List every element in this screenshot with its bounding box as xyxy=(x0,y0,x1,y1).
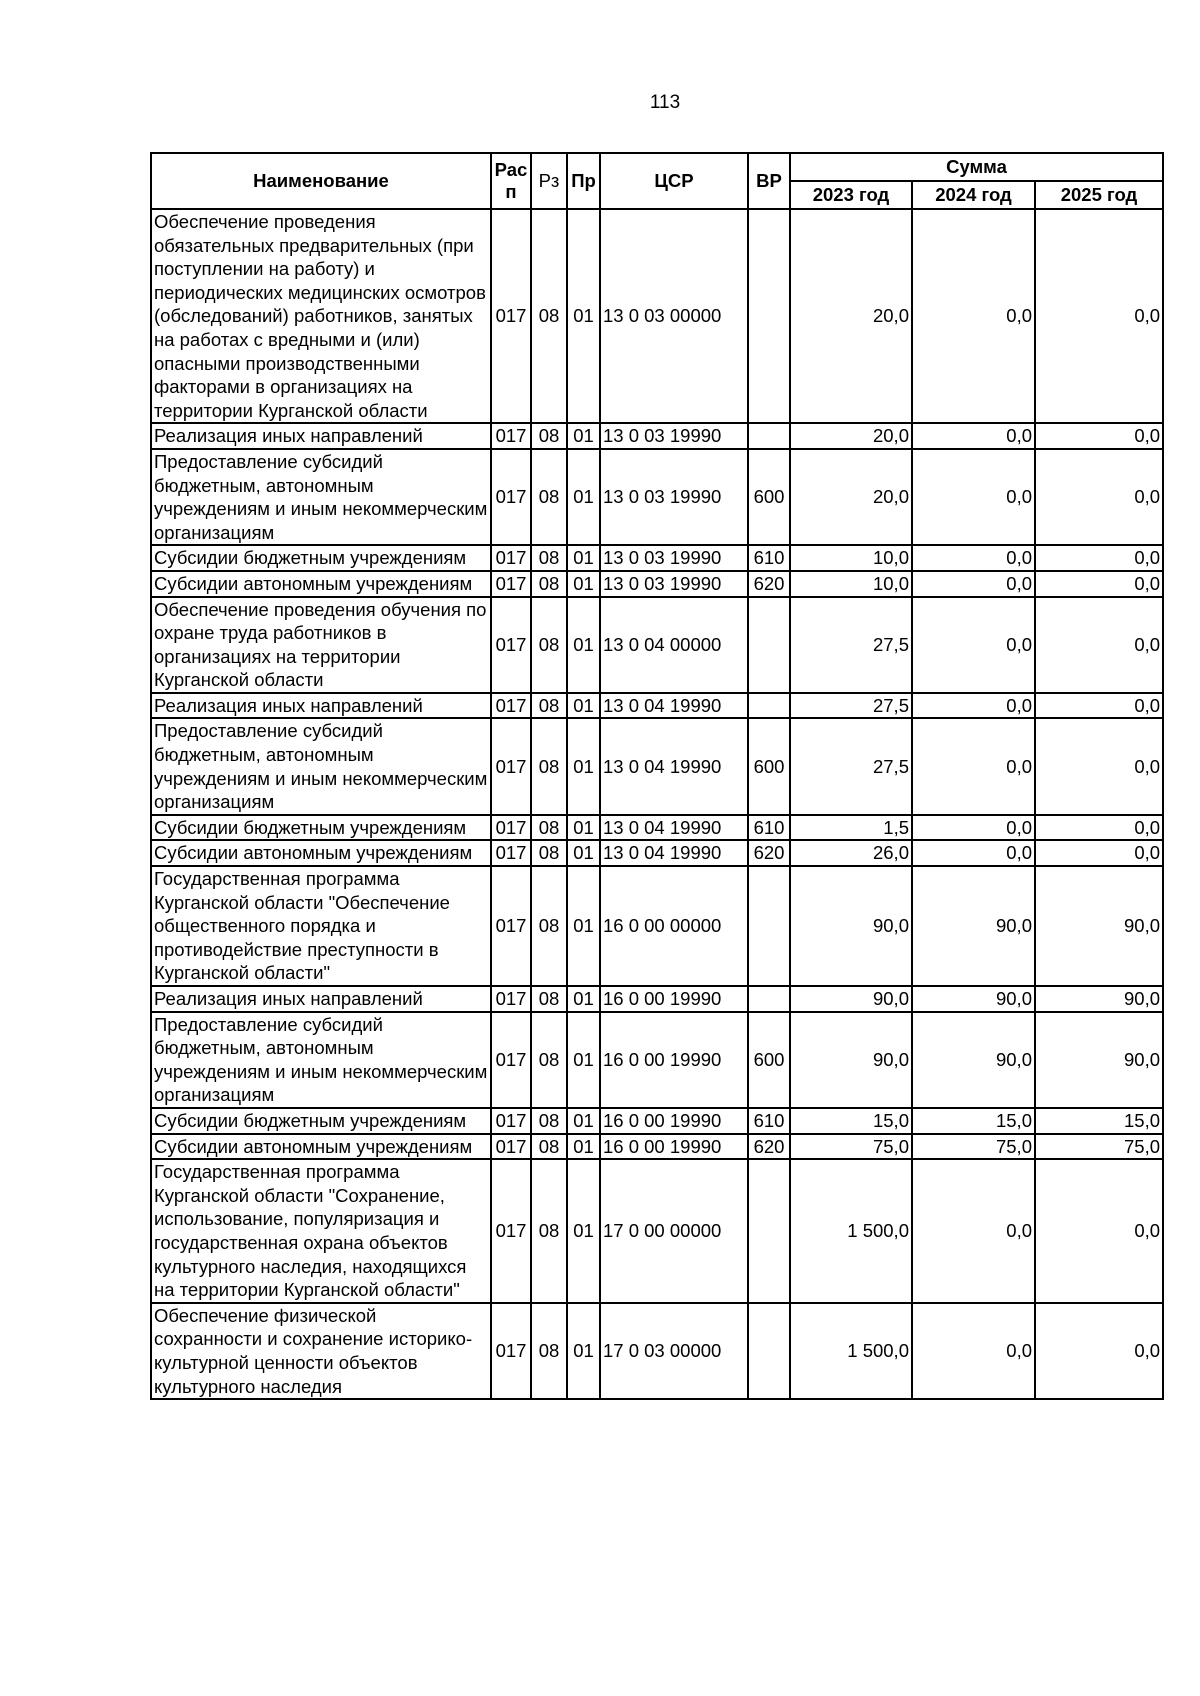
header-sum: Сумма xyxy=(790,153,1163,181)
table-row xyxy=(151,597,1163,693)
cell-2025: 75,0 xyxy=(1035,1134,1163,1160)
table-row xyxy=(151,1108,1163,1134)
cell-name: Предоставление субсидий бюджетным, автономным учреждениям и иным некоммерческим организациям xyxy=(151,449,491,545)
cell-name: Государственная программа Курганской области "Сохранение, использование, популяризация и государственная охрана объектов культурного наследия, находящихся на территории Курганской области" xyxy=(151,1159,491,1303)
cell-pr: 01 xyxy=(567,815,600,841)
cell-2024: 0,0 xyxy=(912,1303,1035,1399)
cell-2023: 27,5 xyxy=(790,597,912,693)
cell-name: Субсидии автономным учреждениям xyxy=(151,840,491,866)
cell-vr xyxy=(748,597,790,693)
cell-csr: 13 0 04 00000 xyxy=(600,597,748,693)
cell-2024: 90,0 xyxy=(912,866,1035,986)
cell-vr xyxy=(748,423,790,449)
cell-name: Субсидии бюджетным учреждениям xyxy=(151,815,491,841)
cell-2025: 0,0 xyxy=(1035,1159,1163,1303)
header-2023: 2023 год xyxy=(790,181,912,209)
cell-csr: 13 0 04 19990 xyxy=(600,693,748,719)
cell-pr: 01 xyxy=(567,209,600,423)
cell-rasp: 017 xyxy=(491,1134,531,1160)
table-row xyxy=(151,423,1163,449)
budget-table xyxy=(150,152,1164,1400)
cell-pr: 01 xyxy=(567,597,600,693)
cell-pr: 01 xyxy=(567,866,600,986)
cell-vr: 600 xyxy=(748,1012,790,1108)
cell-csr: 17 0 00 00000 xyxy=(600,1159,748,1303)
cell-2023: 75,0 xyxy=(790,1134,912,1160)
cell-2024: 0,0 xyxy=(912,449,1035,545)
cell-vr: 610 xyxy=(748,545,790,571)
cell-rasp: 017 xyxy=(491,209,531,423)
cell-csr: 16 0 00 19990 xyxy=(600,986,748,1012)
cell-rz: 08 xyxy=(531,209,567,423)
cell-2025: 0,0 xyxy=(1035,718,1163,814)
cell-rasp: 017 xyxy=(491,718,531,814)
cell-name: Реализация иных направлений xyxy=(151,693,491,719)
cell-rasp: 017 xyxy=(491,986,531,1012)
cell-rz: 08 xyxy=(531,986,567,1012)
cell-rasp: 017 xyxy=(491,815,531,841)
cell-vr xyxy=(748,1303,790,1399)
cell-2024: 0,0 xyxy=(912,718,1035,814)
cell-vr xyxy=(748,986,790,1012)
cell-name: Обеспечение физической сохранности и сохранение историко-культурной ценности объектов культурного наследия xyxy=(151,1303,491,1399)
cell-name: Субсидии бюджетным учреждениям xyxy=(151,1108,491,1134)
cell-pr: 01 xyxy=(567,718,600,814)
cell-2024: 0,0 xyxy=(912,840,1035,866)
cell-name: Реализация иных направлений xyxy=(151,986,491,1012)
table-row xyxy=(151,840,1163,866)
cell-vr: 620 xyxy=(748,571,790,597)
cell-pr: 01 xyxy=(567,571,600,597)
cell-2025: 0,0 xyxy=(1035,1303,1163,1399)
cell-2024: 90,0 xyxy=(912,986,1035,1012)
cell-csr: 16 0 00 19990 xyxy=(600,1012,748,1108)
header-2025: 2025 год xyxy=(1035,181,1163,209)
table-row xyxy=(151,815,1163,841)
cell-2024: 0,0 xyxy=(912,1159,1035,1303)
header-rasp: Рас п xyxy=(491,153,531,209)
table-row xyxy=(151,986,1163,1012)
table-row xyxy=(151,1159,1163,1303)
cell-rasp: 017 xyxy=(491,693,531,719)
table-row xyxy=(151,209,1163,423)
cell-2023: 90,0 xyxy=(790,866,912,986)
page-number: 113 xyxy=(649,92,681,113)
table-row xyxy=(151,449,1163,545)
cell-2025: 90,0 xyxy=(1035,986,1163,1012)
cell-pr: 01 xyxy=(567,545,600,571)
cell-rz: 08 xyxy=(531,693,567,719)
table-row xyxy=(151,1303,1163,1399)
cell-vr xyxy=(748,1159,790,1303)
cell-2023: 1 500,0 xyxy=(790,1159,912,1303)
cell-rz: 08 xyxy=(531,1303,567,1399)
cell-rasp: 017 xyxy=(491,866,531,986)
cell-rz: 08 xyxy=(531,1012,567,1108)
cell-2024: 15,0 xyxy=(912,1108,1035,1134)
cell-2023: 15,0 xyxy=(790,1108,912,1134)
table-body xyxy=(151,209,1163,1399)
cell-rz: 08 xyxy=(531,449,567,545)
cell-2024: 75,0 xyxy=(912,1134,1035,1160)
cell-2023: 90,0 xyxy=(790,986,912,1012)
cell-2025: 0,0 xyxy=(1035,209,1163,423)
table-row xyxy=(151,866,1163,986)
cell-rasp: 017 xyxy=(491,597,531,693)
cell-csr: 13 0 04 19990 xyxy=(600,815,748,841)
cell-rz: 08 xyxy=(531,423,567,449)
cell-vr xyxy=(748,209,790,423)
cell-2023: 1 500,0 xyxy=(790,1303,912,1399)
cell-rz: 08 xyxy=(531,1108,567,1134)
cell-vr: 620 xyxy=(748,840,790,866)
cell-rz: 08 xyxy=(531,597,567,693)
cell-pr: 01 xyxy=(567,1159,600,1303)
cell-vr: 610 xyxy=(748,815,790,841)
header-csr: ЦСР xyxy=(600,153,748,209)
table-row xyxy=(151,571,1163,597)
cell-vr: 620 xyxy=(748,1134,790,1160)
cell-2025: 0,0 xyxy=(1035,571,1163,597)
cell-rz: 08 xyxy=(531,718,567,814)
cell-name: Обеспечение проведения обучения по охране труда работников в организациях на территории Курганской области xyxy=(151,597,491,693)
cell-rasp: 017 xyxy=(491,1159,531,1303)
cell-rz: 08 xyxy=(531,1134,567,1160)
table-row xyxy=(151,1012,1163,1108)
cell-csr: 13 0 03 00000 xyxy=(600,209,748,423)
cell-2023: 20,0 xyxy=(790,423,912,449)
cell-2023: 27,5 xyxy=(790,693,912,719)
cell-pr: 01 xyxy=(567,986,600,1012)
cell-2024: 0,0 xyxy=(912,545,1035,571)
cell-pr: 01 xyxy=(567,1012,600,1108)
cell-csr: 16 0 00 19990 xyxy=(600,1134,748,1160)
cell-rasp: 017 xyxy=(491,1303,531,1399)
cell-2024: 0,0 xyxy=(912,423,1035,449)
cell-pr: 01 xyxy=(567,1134,600,1160)
table-row xyxy=(151,1134,1163,1160)
cell-2023: 10,0 xyxy=(790,571,912,597)
table-row xyxy=(151,718,1163,814)
cell-2023: 26,0 xyxy=(790,840,912,866)
header-pr: Пр xyxy=(567,153,600,209)
cell-vr: 600 xyxy=(748,449,790,545)
cell-pr: 01 xyxy=(567,1303,600,1399)
cell-rasp: 017 xyxy=(491,1012,531,1108)
cell-name: Обеспечение проведения обязательных предварительных (при поступлении на работу) и периодических медицинских осмотров (обследований) работников, занятых на работах с вредными и (или) опасными производственными факторами в организациях на территории Курганской области xyxy=(151,209,491,423)
cell-2024: 0,0 xyxy=(912,597,1035,693)
cell-name: Субсидии бюджетным учреждениям xyxy=(151,545,491,571)
cell-rz: 08 xyxy=(531,571,567,597)
cell-rasp: 017 xyxy=(491,449,531,545)
cell-pr: 01 xyxy=(567,693,600,719)
cell-name: Субсидии автономным учреждениям xyxy=(151,1134,491,1160)
cell-2024: 0,0 xyxy=(912,815,1035,841)
cell-rz: 08 xyxy=(531,1159,567,1303)
cell-2025: 90,0 xyxy=(1035,866,1163,986)
table-header xyxy=(151,153,1163,209)
cell-name: Государственная программа Курганской области "Обеспечение общественного порядка и противодействие преступности в Курганской области" xyxy=(151,866,491,986)
cell-pr: 01 xyxy=(567,1108,600,1134)
cell-2023: 20,0 xyxy=(790,449,912,545)
cell-pr: 01 xyxy=(567,449,600,545)
cell-pr: 01 xyxy=(567,840,600,866)
cell-name: Предоставление субсидий бюджетным, автономным учреждениям и иным некоммерческим организациям xyxy=(151,1012,491,1108)
cell-rasp: 017 xyxy=(491,571,531,597)
cell-rasp: 017 xyxy=(491,1108,531,1134)
cell-vr xyxy=(748,866,790,986)
cell-vr xyxy=(748,693,790,719)
header-rz: Рз xyxy=(531,153,567,209)
cell-2024: 0,0 xyxy=(912,693,1035,719)
header-name: Наименование xyxy=(151,153,491,209)
cell-2023: 90,0 xyxy=(790,1012,912,1108)
cell-csr: 13 0 04 19990 xyxy=(600,718,748,814)
cell-csr: 13 0 03 19990 xyxy=(600,449,748,545)
cell-2025: 0,0 xyxy=(1035,449,1163,545)
cell-rz: 08 xyxy=(531,545,567,571)
cell-2025: 0,0 xyxy=(1035,693,1163,719)
cell-csr: 13 0 04 19990 xyxy=(600,840,748,866)
cell-rasp: 017 xyxy=(491,423,531,449)
header-vr: ВР xyxy=(748,153,790,209)
cell-vr: 600 xyxy=(748,718,790,814)
cell-rasp: 017 xyxy=(491,840,531,866)
cell-2025: 0,0 xyxy=(1035,545,1163,571)
cell-2024: 0,0 xyxy=(912,209,1035,423)
cell-name: Предоставление субсидий бюджетным, автономным учреждениям и иным некоммерческим организациям xyxy=(151,718,491,814)
table-row xyxy=(151,545,1163,571)
cell-name: Реализация иных направлений xyxy=(151,423,491,449)
cell-csr: 16 0 00 19990 xyxy=(600,1108,748,1134)
cell-name: Субсидии автономным учреждениям xyxy=(151,571,491,597)
header-2024: 2024 год xyxy=(912,181,1035,209)
cell-2023: 20,0 xyxy=(790,209,912,423)
cell-pr: 01 xyxy=(567,423,600,449)
cell-2025: 0,0 xyxy=(1035,815,1163,841)
cell-2023: 27,5 xyxy=(790,718,912,814)
cell-vr: 610 xyxy=(748,1108,790,1134)
cell-2024: 0,0 xyxy=(912,571,1035,597)
cell-csr: 13 0 03 19990 xyxy=(600,423,748,449)
cell-2025: 0,0 xyxy=(1035,840,1163,866)
table-row xyxy=(151,693,1163,719)
cell-2025: 90,0 xyxy=(1035,1012,1163,1108)
cell-csr: 13 0 03 19990 xyxy=(600,545,748,571)
cell-2025: 0,0 xyxy=(1035,423,1163,449)
cell-rasp: 017 xyxy=(491,545,531,571)
cell-2024: 90,0 xyxy=(912,1012,1035,1108)
cell-csr: 13 0 03 19990 xyxy=(600,571,748,597)
cell-2023: 10,0 xyxy=(790,545,912,571)
cell-rz: 08 xyxy=(531,840,567,866)
cell-2025: 15,0 xyxy=(1035,1108,1163,1134)
cell-csr: 16 0 00 00000 xyxy=(600,866,748,986)
cell-rz: 08 xyxy=(531,866,567,986)
cell-csr: 17 0 03 00000 xyxy=(600,1303,748,1399)
cell-2023: 1,5 xyxy=(790,815,912,841)
cell-2025: 0,0 xyxy=(1035,597,1163,693)
cell-rz: 08 xyxy=(531,815,567,841)
